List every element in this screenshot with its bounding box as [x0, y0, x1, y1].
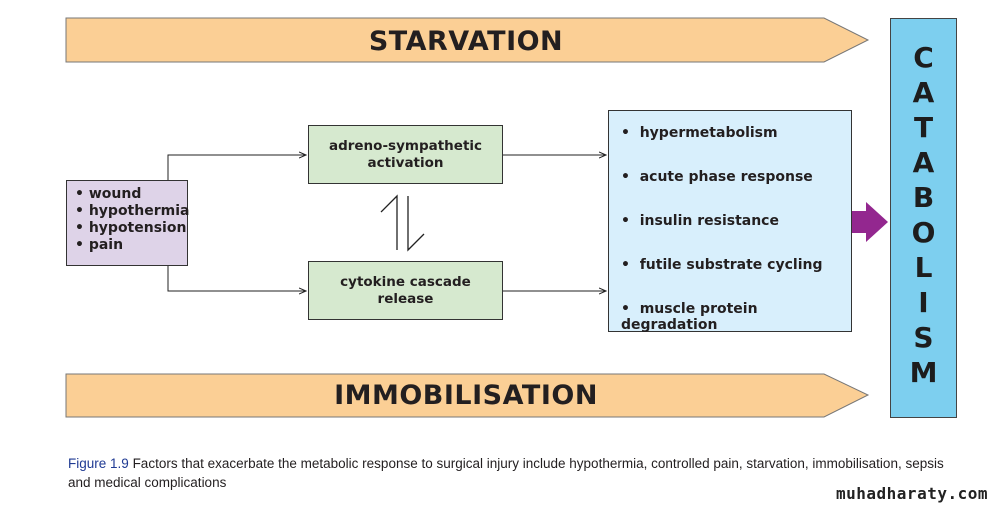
- factors-to-cytokine-connector: [168, 266, 306, 291]
- catabolism-letter: M: [909, 356, 938, 389]
- factors-box: [66, 180, 188, 266]
- catabolism-letter: A: [912, 76, 935, 109]
- caption-text: Factors that exacerbate the metabolic response to surgical injury include hypothermia, controlled pain, starvation, immobilisation, sepsis and medical complications: [68, 456, 944, 490]
- factor-item: • hypothermia: [75, 203, 187, 220]
- catabolism-letter: C: [913, 41, 934, 74]
- cytokine-cascade-label: cytokine cascade release: [340, 273, 471, 307]
- factor-item: • hypotension: [75, 220, 187, 237]
- site-watermark: muhadharaty.com: [836, 484, 988, 503]
- effect-item: • acute phase response: [621, 169, 851, 213]
- catabolism-letter: S: [913, 321, 934, 354]
- equilibrium-down-harpoon: [408, 196, 424, 250]
- factor-item: • pain: [75, 237, 187, 254]
- catabolism-letter: O: [911, 216, 936, 249]
- effects-box: [608, 110, 852, 332]
- catabolism-letter: A: [912, 146, 935, 179]
- catabolism-letter: B: [912, 181, 935, 214]
- cytokine-cascade-box: [308, 261, 503, 320]
- catabolism-letter: I: [918, 286, 929, 319]
- adreno-sympathetic-label: adreno-sympathetic activation: [328, 137, 483, 171]
- factor-item: • wound: [75, 186, 187, 203]
- effect-item: • muscle protein degradation: [621, 301, 851, 345]
- effect-item: • hypermetabolism: [621, 125, 851, 169]
- effect-item: • insulin resistance: [621, 213, 851, 257]
- figure-caption: [68, 454, 968, 492]
- catabolism-letter: T: [913, 111, 934, 144]
- catabolism-letter: L: [914, 251, 933, 284]
- factors-to-adreno-connector: [168, 155, 306, 180]
- equilibrium-up-harpoon: [381, 196, 397, 250]
- effect-item: • futile substrate cycling: [621, 257, 851, 301]
- catabolism-arrow-shape: [852, 202, 888, 242]
- catabolism-box: [890, 18, 957, 418]
- starvation-label: STARVATION: [368, 26, 564, 57]
- adreno-sympathetic-box: [308, 125, 503, 184]
- immobilisation-label: IMMOBILISATION: [334, 380, 598, 411]
- figure-number: Figure 1.9: [68, 456, 129, 471]
